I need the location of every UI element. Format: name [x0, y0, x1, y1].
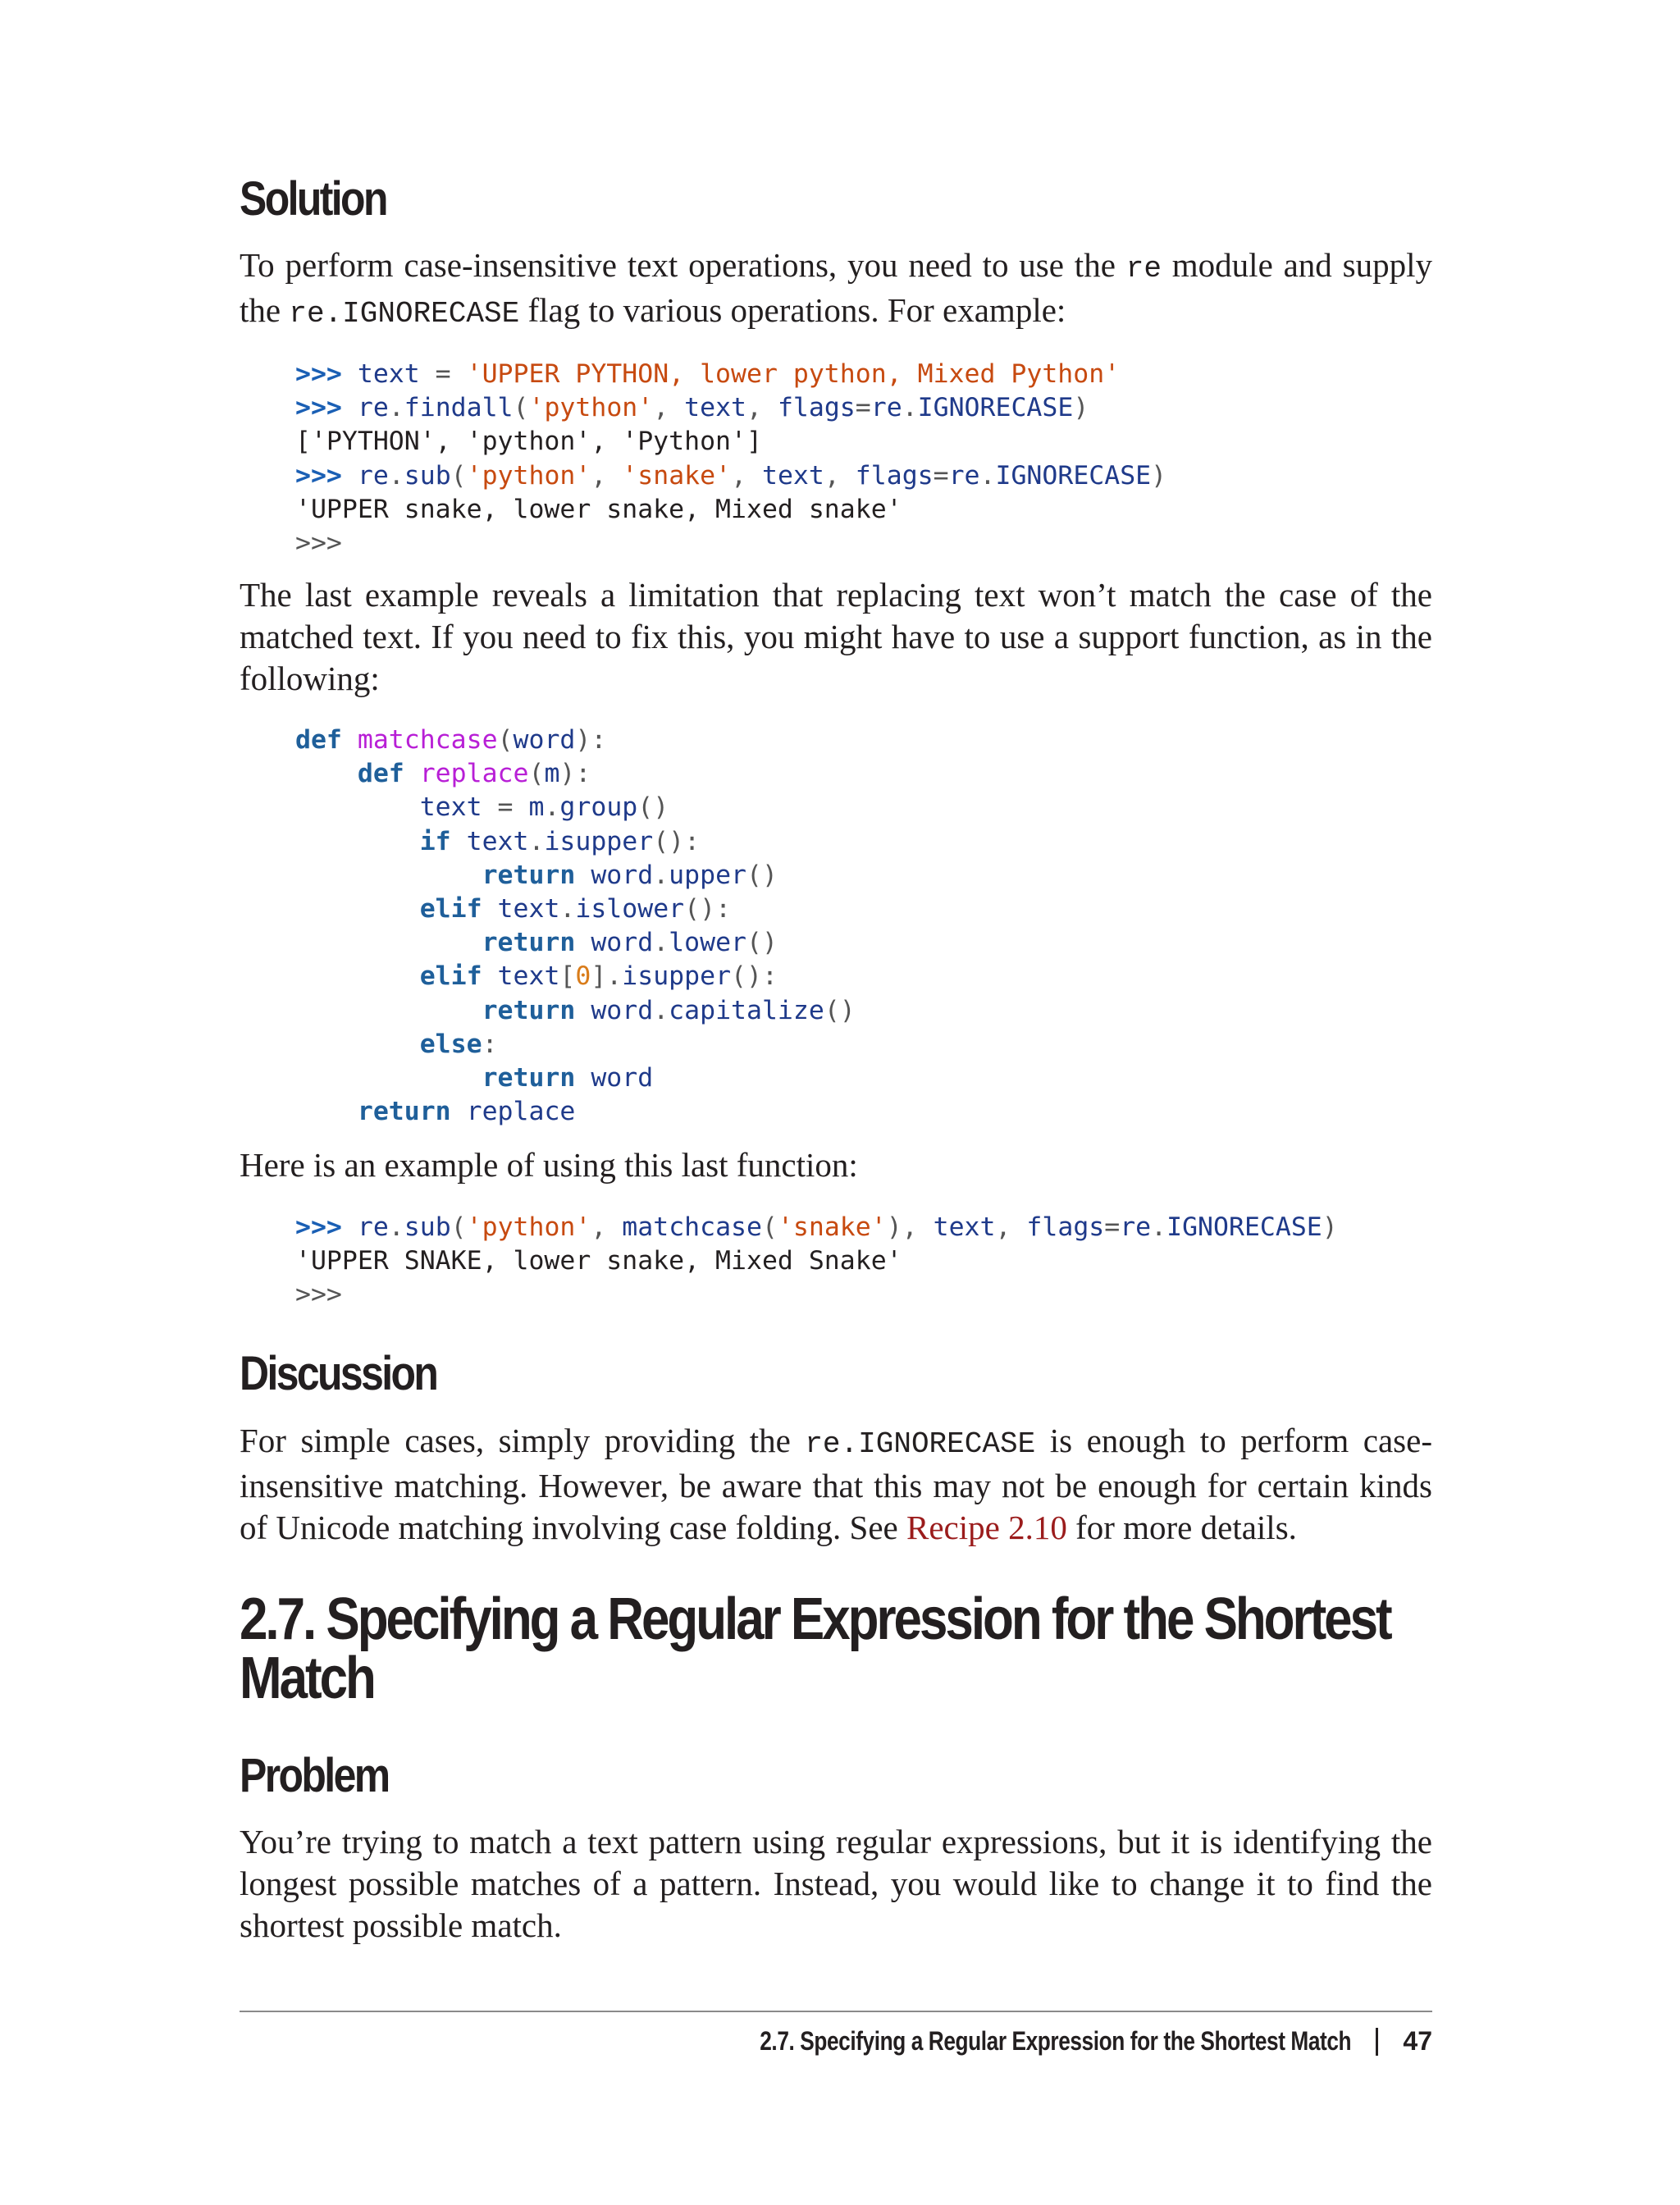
code-token: ):: [559, 759, 591, 789]
code-token: 0: [575, 961, 591, 992]
code-token: re: [357, 1212, 389, 1242]
code-token: .: [653, 995, 669, 1025]
code-line: [295, 425, 1166, 459]
code-token: matchcase: [357, 725, 498, 755]
code-token: replace: [466, 1097, 576, 1127]
code-token: .: [653, 928, 669, 958]
code-token: [295, 759, 358, 788]
code-token: ,: [731, 460, 762, 491]
code-token: [295, 996, 482, 1025]
code-token: word: [513, 725, 576, 755]
code-token: re: [870, 393, 902, 423]
code-token: [295, 827, 420, 856]
code-line: [295, 358, 1166, 391]
code-token: flags: [777, 393, 856, 423]
code-token: (): [637, 792, 669, 823]
code-token: matchcase: [622, 1212, 762, 1242]
code-token: return: [482, 928, 591, 958]
code-token: isupper: [622, 961, 732, 992]
code-block-3: [295, 1211, 1338, 1312]
code-token: .: [528, 826, 545, 856]
code-token: ,: [591, 1212, 623, 1242]
code-token: ,: [746, 393, 778, 423]
solution-intro: [240, 244, 1432, 335]
code-token: .: [388, 393, 404, 423]
code-token: else: [419, 1029, 482, 1059]
code-token: ():: [653, 826, 701, 856]
code-token: sub: [404, 1212, 451, 1242]
code-token: ):: [575, 725, 607, 755]
code-token: return: [482, 860, 591, 890]
code-token: ): [1073, 393, 1089, 423]
code-token: 'snake': [622, 460, 732, 491]
solution-heading: Solution: [240, 172, 386, 226]
code-token: def: [295, 725, 358, 755]
code-token: 'UPPER PYTHON, lower python, Mixed Python': [466, 359, 1121, 389]
code-token: capitalize: [669, 995, 824, 1025]
code-line: [295, 1061, 856, 1095]
code-token: .: [979, 460, 996, 491]
code-token: >>>: [295, 359, 358, 389]
code-token: [295, 861, 482, 890]
code-token: text: [419, 792, 482, 823]
code-token: text: [933, 1212, 996, 1242]
code-token: (: [450, 1212, 467, 1242]
code-token: IGNORECASE: [995, 460, 1152, 491]
book-page: [240, 0, 1432, 2205]
code-token: ,: [653, 393, 685, 423]
code-token: text: [684, 393, 747, 423]
code-token: IGNORECASE: [917, 393, 1074, 423]
code-token: .: [388, 1212, 404, 1242]
code-line: [295, 1095, 856, 1129]
code-line: [295, 960, 856, 993]
code-token: text: [466, 826, 529, 856]
discussion-paragraph: [240, 1420, 1432, 1549]
code-line: [295, 1278, 1338, 1312]
inline-code-ignorecase: re.IGNORECASE: [289, 297, 520, 331]
code-token: =: [419, 359, 467, 389]
code-line: [295, 459, 1166, 493]
code-token: text: [497, 961, 560, 992]
page-footer: [630, 2026, 1432, 2057]
code-token: (): [824, 995, 856, 1025]
discussion-text-2: is enough to perform case-insensitive matching. However, be aware that this may not be enough for certain kinds of Unicode matching involving case folding. See: [240, 1422, 1432, 1546]
code-token: 'python': [466, 1212, 591, 1242]
code-line: [295, 994, 856, 1028]
code-token: m: [528, 792, 545, 823]
code-token: >>>: [295, 1212, 358, 1242]
discussion-text-3: for more details.: [1066, 1509, 1297, 1546]
code-token: 'UPPER SNAKE, lower snake, Mixed Snake': [295, 1246, 902, 1276]
code-token: word: [591, 860, 654, 890]
code-token: re: [948, 460, 980, 491]
code-token: 'snake': [777, 1212, 887, 1242]
code-line: [295, 892, 856, 926]
solution-intro-text-1: To perform case-insensitive text operations, you need to use the: [240, 246, 1126, 284]
code-token: group: [559, 792, 638, 823]
code-token: ,: [591, 460, 623, 491]
code-token: 'python': [528, 393, 654, 423]
code-token: replace: [419, 759, 529, 789]
code-token: :: [482, 1029, 498, 1059]
code-line: [295, 724, 856, 757]
code-token: .: [388, 460, 404, 491]
code-token: word: [591, 928, 654, 958]
code-token: m: [544, 759, 560, 789]
limitation-paragraph: The last example reveals a limitation that replacing text won’t match the case of the matched text. If you need to fix this, you might have to use a support function, as in the following:: [240, 576, 1432, 697]
code-token: >>>: [295, 460, 358, 491]
code-token: >>>: [295, 1280, 342, 1310]
code-token: isupper: [544, 826, 654, 856]
code-line: [295, 757, 856, 791]
code-token: return: [357, 1097, 467, 1127]
code-token: (: [761, 1212, 778, 1242]
code-token: ():: [684, 893, 732, 924]
code-token: >>>: [295, 393, 358, 423]
problem-paragraph: You’re trying to match a text pattern using regular expressions, but it is identifying the longest possible matches of a pattern. Instead, you would like to change it to find the shortest possible match.: [240, 1823, 1432, 1944]
code-token: 'UPPER snake, lower snake, Mixed snake': [295, 494, 902, 524]
code-line: [295, 926, 856, 960]
code-token: findall: [404, 393, 514, 423]
code-token: elif: [419, 893, 498, 924]
code-token: return: [482, 995, 591, 1025]
code-token: re: [357, 393, 389, 423]
problem-heading: Problem: [240, 1749, 389, 1802]
section-title-line-2: Match: [240, 1646, 374, 1711]
code-token: IGNORECASE: [1166, 1212, 1322, 1242]
code-block-2: [295, 724, 856, 1129]
code-block-1: [295, 358, 1166, 560]
code-token: ): [1322, 1212, 1338, 1242]
code-token: =: [1104, 1212, 1121, 1242]
inline-code-ignorecase-2: re.IGNORECASE: [805, 1427, 1036, 1461]
code-token: islower: [575, 893, 685, 924]
code-token: [295, 1097, 358, 1126]
code-token: (: [497, 725, 514, 755]
code-token: =: [933, 460, 949, 491]
code-token: .: [1151, 1212, 1167, 1242]
code-line: [295, 527, 1166, 560]
code-token: ,: [824, 460, 856, 491]
code-token: .: [653, 860, 669, 890]
code-line: [295, 1244, 1338, 1278]
solution-intro-text-2: module and supply the: [240, 246, 1432, 329]
recipe-2-10-link[interactable]: Recipe 2.10: [906, 1509, 1067, 1546]
code-token: [295, 961, 420, 991]
code-token: [: [559, 961, 576, 992]
code-token: >>>: [295, 527, 342, 558]
code-line: [295, 1211, 1338, 1244]
code-token: ():: [731, 961, 778, 992]
footer-separator: [1376, 2028, 1378, 2056]
code-line: [295, 825, 856, 859]
code-token: 'python': [466, 460, 591, 491]
example-paragraph: Here is an example of using this last function:: [240, 1146, 858, 1184]
code-token: [295, 894, 420, 924]
code-token: (: [450, 460, 467, 491]
code-token: .: [544, 792, 560, 823]
inline-code-re: re: [1125, 252, 1162, 285]
code-token: text: [762, 460, 824, 491]
code-token: sub: [404, 460, 451, 491]
code-token: [295, 792, 420, 822]
code-token: (): [746, 928, 778, 958]
section-title: [240, 1586, 1390, 1711]
code-line: [295, 791, 856, 824]
code-line: [295, 1028, 856, 1061]
code-token: if: [419, 826, 467, 856]
code-token: ): [1151, 460, 1167, 491]
code-token: def: [357, 759, 420, 789]
code-token: elif: [419, 961, 498, 992]
solution-intro-text-3: flag to various operations. For example:: [519, 291, 1066, 329]
code-token: [295, 928, 482, 957]
code-token: upper: [669, 860, 746, 890]
code-token: re: [357, 460, 389, 491]
code-token: ),: [886, 1212, 934, 1242]
code-token: =: [482, 792, 529, 823]
code-line: [295, 493, 1166, 527]
code-token: (): [746, 860, 778, 890]
code-token: word: [591, 1062, 654, 1093]
code-token: =: [855, 393, 871, 423]
code-line: [295, 859, 856, 892]
code-token: ,: [995, 1212, 1027, 1242]
code-token: flags: [855, 460, 934, 491]
code-token: lower: [669, 928, 746, 958]
code-token: [295, 1063, 482, 1093]
footer-running-title: 2.7. Specifying a Regular Expression for the Shortest Match: [760, 2026, 1352, 2056]
code-token: [295, 1029, 420, 1059]
code-token: .: [559, 893, 576, 924]
code-token: flags: [1026, 1212, 1105, 1242]
discussion-text-1: For simple cases, simply providing the: [240, 1422, 806, 1459]
code-line: [295, 391, 1166, 425]
code-token: text: [497, 893, 560, 924]
section-title-line-1: 2.7. Specifying a Regular Expression for the Shortest: [240, 1586, 1390, 1652]
footer-rule: [240, 2011, 1432, 2012]
code-token: (: [528, 759, 545, 789]
page-number: 47: [1403, 2026, 1432, 2056]
code-token: ['PYTHON', 'python', 'Python']: [295, 427, 762, 457]
code-token: .: [902, 393, 918, 423]
code-token: word: [591, 995, 654, 1025]
code-token: text: [357, 359, 420, 389]
code-token: return: [482, 1062, 591, 1093]
discussion-heading: Discussion: [240, 1347, 437, 1400]
code-token: re: [1120, 1212, 1152, 1242]
code-token: (: [513, 393, 529, 423]
code-token: ].: [591, 961, 623, 992]
